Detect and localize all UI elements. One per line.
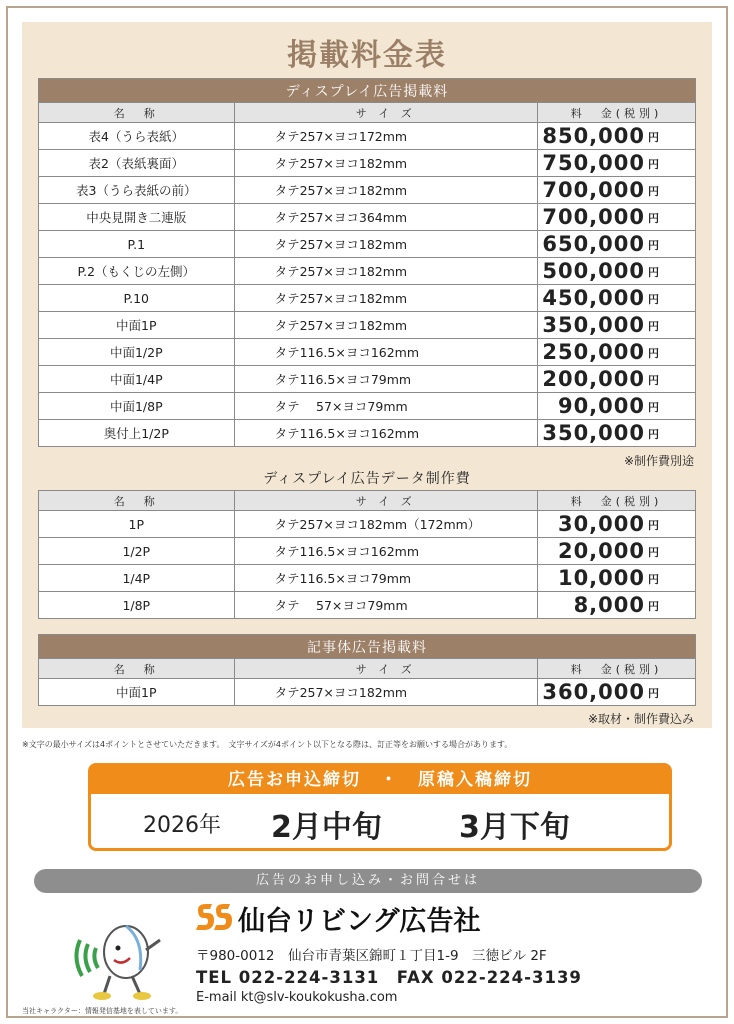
data-production-table	[38, 490, 696, 619]
price-value: 700,000	[542, 178, 645, 202]
row-price	[538, 511, 696, 538]
section-title: ディスプレイ広告データ制作費	[263, 471, 471, 487]
deadline-heading: 広告お申込締切 ・ 原稿入稿締切	[91, 766, 669, 794]
row-price	[538, 312, 696, 339]
row-name: P.10	[39, 285, 235, 312]
price-unit: 円	[648, 374, 659, 387]
row-price	[538, 339, 696, 366]
interview-fee-note: ※取材・制作費込み	[587, 712, 694, 726]
deadline-box	[88, 763, 672, 851]
row-price	[538, 231, 696, 258]
article-ad-table	[38, 634, 696, 706]
row-price	[538, 285, 696, 312]
row-price	[538, 177, 696, 204]
row-price	[538, 538, 696, 565]
table-row	[39, 393, 696, 420]
price-value: 350,000	[542, 421, 645, 445]
row-size: タテ 57×ヨコ79mm	[234, 393, 537, 420]
page-title: 掲載料金表	[287, 38, 447, 73]
row-name: 中面1/2P	[39, 339, 235, 366]
price-unit: 円	[648, 293, 659, 306]
row-name: 1P	[39, 511, 235, 538]
row-name: 中面1/8P	[39, 393, 235, 420]
price-unit: 円	[648, 546, 659, 559]
price-value: 650,000	[542, 232, 645, 256]
row-name: 表3（うら表紙の前）	[39, 177, 235, 204]
price-value: 250,000	[542, 340, 645, 364]
price-unit: 円	[648, 185, 659, 198]
header-size: サ イ ズ	[234, 103, 537, 123]
header-name: 名 称	[39, 491, 235, 511]
price-unit: 円	[648, 401, 659, 414]
submission-deadline: 3月下旬	[459, 810, 570, 845]
row-price	[538, 258, 696, 285]
row-price	[538, 393, 696, 420]
price-unit: 円	[648, 573, 659, 586]
header-price: 料 金(税別)	[538, 491, 696, 511]
table-row	[39, 285, 696, 312]
row-size: タテ116.5×ヨコ162mm	[234, 420, 537, 447]
table-row	[39, 339, 696, 366]
row-name: P.1	[39, 231, 235, 258]
row-name: 表4（うら表紙）	[39, 123, 235, 150]
table-band: 記事体広告掲載料	[39, 635, 696, 659]
deadline-year: 2026年	[143, 813, 221, 838]
row-size: タテ257×ヨコ182mm	[234, 285, 537, 312]
row-size: タテ257×ヨコ182mm	[234, 177, 537, 204]
email-address: E-mail kt@slv-koukokusha.com	[196, 990, 398, 1005]
row-size: タテ257×ヨコ182mm	[234, 679, 537, 706]
price-unit: 円	[648, 131, 659, 144]
display-ad-table	[38, 78, 696, 447]
row-name: 中面1P	[39, 312, 235, 339]
table-row	[39, 258, 696, 285]
production-fee-note: ※制作費別途	[623, 454, 694, 468]
row-name: 1/2P	[39, 538, 235, 565]
row-name: P.2（もくじの左側）	[39, 258, 235, 285]
application-deadline: 2月中旬	[271, 810, 382, 845]
price-value: 30,000	[557, 512, 645, 536]
row-price	[538, 150, 696, 177]
header-price: 料 金(税別)	[538, 103, 696, 123]
price-value: 200,000	[542, 367, 645, 391]
row-size: タテ257×ヨコ182mm	[234, 312, 537, 339]
row-price	[538, 204, 696, 231]
row-price	[538, 565, 696, 592]
table-row	[39, 312, 696, 339]
price-value: 750,000	[542, 151, 645, 175]
table-row	[39, 679, 696, 706]
price-value: 360,000	[542, 680, 645, 704]
table-row	[39, 538, 696, 565]
price-value: 10,000	[557, 566, 645, 590]
phone-fax: TEL 022-224-3131 FAX 022-224-3139	[196, 968, 582, 987]
row-name: 中面1P	[39, 679, 235, 706]
contact-bar: 広告のお申し込み・お問合せは	[34, 869, 702, 893]
company-logo-icon	[196, 902, 232, 934]
table-row	[39, 565, 696, 592]
price-unit: 円	[648, 239, 659, 252]
row-size: タテ116.5×ヨコ79mm	[234, 565, 537, 592]
price-unit: 円	[648, 320, 659, 333]
row-name: 表2（表紙裏面）	[39, 150, 235, 177]
table-row	[39, 511, 696, 538]
price-value: 350,000	[542, 313, 645, 337]
row-size: タテ257×ヨコ182mm	[234, 231, 537, 258]
row-name: 1/4P	[39, 565, 235, 592]
price-unit: 円	[648, 428, 659, 441]
table-row	[39, 366, 696, 393]
row-size: タテ257×ヨコ182mm（172mm）	[234, 511, 537, 538]
row-size: タテ257×ヨコ364mm	[234, 204, 537, 231]
row-name: 中面1/4P	[39, 366, 235, 393]
table-row	[39, 231, 696, 258]
font-size-notice: ※文字の最小サイズは4ポイントとさせていただきます。 文字サイズが4ポイント以下となる際は、訂正等をお願いする場合があります。	[22, 740, 513, 749]
row-size: タテ257×ヨコ182mm	[234, 150, 537, 177]
row-price	[538, 123, 696, 150]
mascot-caption: 当社キャラクター：情報発信基地を表しています。	[22, 1007, 183, 1015]
row-name: 1/8P	[39, 592, 235, 619]
price-unit: 円	[648, 212, 659, 225]
row-price	[538, 592, 696, 619]
mascot-character-icon	[70, 910, 166, 1004]
table-row	[39, 592, 696, 619]
row-size: タテ 57×ヨコ79mm	[234, 592, 537, 619]
header-size: サ イ ズ	[234, 491, 537, 511]
table-row	[39, 420, 696, 447]
price-unit: 円	[648, 600, 659, 613]
table-row	[39, 177, 696, 204]
row-price	[538, 679, 696, 706]
row-size: タテ257×ヨコ182mm	[234, 258, 537, 285]
price-value: 90,000	[557, 394, 645, 418]
row-size: タテ116.5×ヨコ79mm	[234, 366, 537, 393]
company-address: 〒980-0012 仙台市青葉区錦町１丁目1-9 三徳ビル 2F	[196, 948, 547, 964]
price-value: 450,000	[542, 286, 645, 310]
row-size: タテ116.5×ヨコ162mm	[234, 339, 537, 366]
price-unit: 円	[648, 158, 659, 171]
row-size: タテ257×ヨコ172mm	[234, 123, 537, 150]
price-value: 8,000	[573, 593, 645, 617]
row-price	[538, 366, 696, 393]
price-unit: 円	[648, 266, 659, 279]
table-row	[39, 123, 696, 150]
header-name: 名 称	[39, 659, 235, 679]
price-unit: 円	[648, 519, 659, 532]
header-price: 料 金(税別)	[538, 659, 696, 679]
row-name: 奥付上1/2P	[39, 420, 235, 447]
company-name: 仙台リビング広告社	[238, 906, 481, 937]
price-value: 20,000	[557, 539, 645, 563]
price-unit: 円	[648, 687, 659, 700]
header-size: サ イ ズ	[234, 659, 537, 679]
header-name: 名 称	[39, 103, 235, 123]
row-price	[538, 420, 696, 447]
table-band: ディスプレイ広告掲載料	[39, 79, 696, 103]
table-row	[39, 204, 696, 231]
price-value: 700,000	[542, 205, 645, 229]
price-value: 850,000	[542, 124, 645, 148]
row-size: タテ116.5×ヨコ162mm	[234, 538, 537, 565]
price-value: 500,000	[542, 259, 645, 283]
row-name: 中央見開き二連版	[39, 204, 235, 231]
table-row	[39, 150, 696, 177]
price-unit: 円	[648, 347, 659, 360]
